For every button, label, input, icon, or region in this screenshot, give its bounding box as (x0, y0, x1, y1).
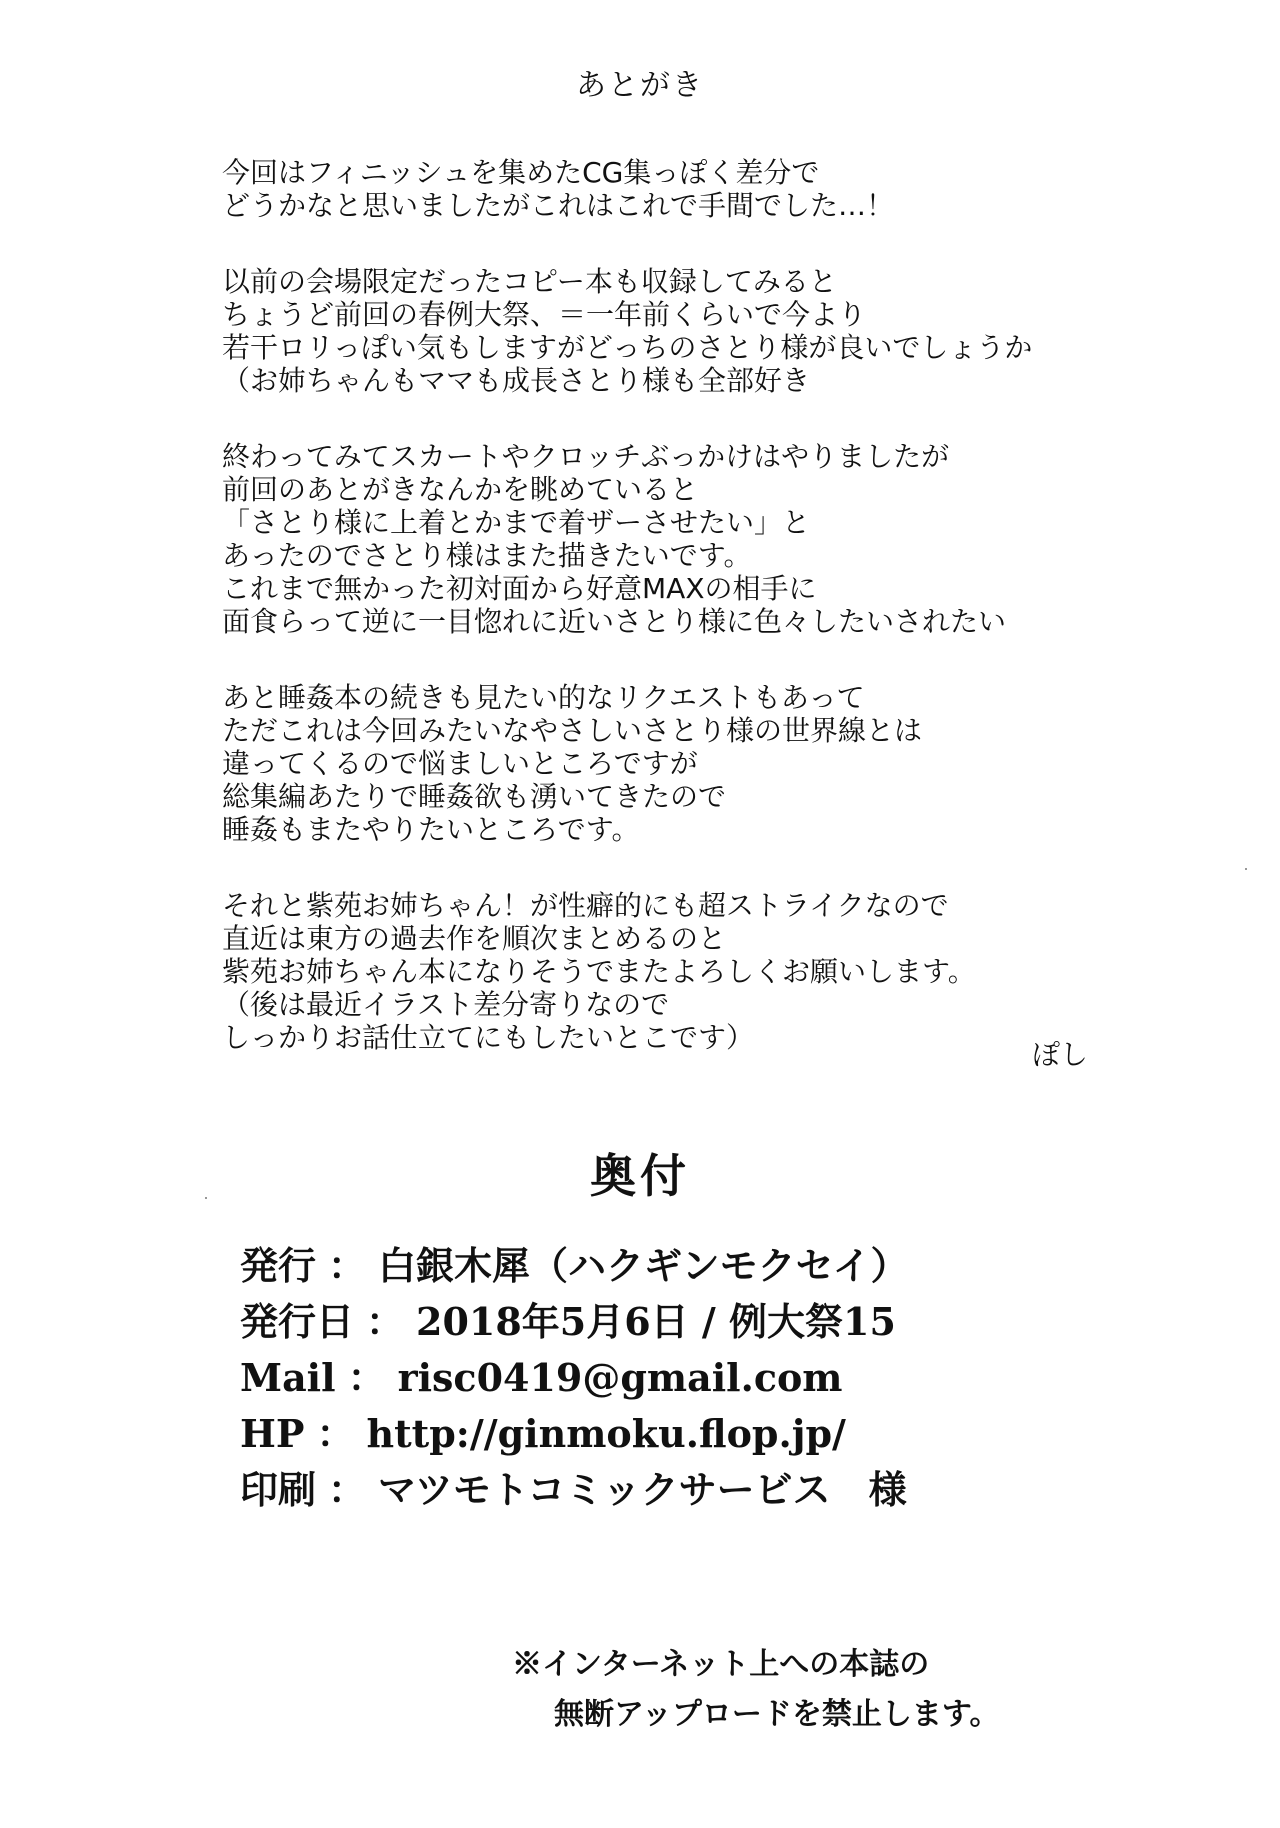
colophon-separator: ： (366, 1299, 405, 1344)
author-signature: ぽし (1032, 1038, 1089, 1071)
text-line: 今回はフィニッシュを集めたCG集っぽく差分で (222, 156, 820, 189)
text-line: 前回のあとがきなんかを眺めていると (222, 473, 699, 506)
notice-line: ※インターネット上への本誌の (512, 1647, 930, 1682)
colophon-row-date (240, 1294, 1220, 1350)
colophon-label: 発行 (240, 1243, 317, 1288)
text-line: 若干ロリっぽい気もしますがどっちのさとり様が良いでしょうか (222, 331, 1033, 364)
text-line: ただこれは今回みたいなやさしいさとり様の世界線とは (222, 714, 923, 747)
text-line: 以前の会場限定だったコピー本も収録してみると (222, 265, 837, 298)
colophon-title: 奥付 (590, 1149, 690, 1203)
text-line: これまで無かった初対面から好意MAXの相手に (222, 572, 817, 605)
afterword-paragraph-3 (222, 440, 1122, 638)
colophon-separator: ： (316, 1411, 355, 1456)
text-line: ちょうど前回の春例大祭、＝一年前くらいで今より (222, 298, 867, 331)
upload-notice (512, 1640, 1112, 1740)
colophon-value: http://ginmoku.flop.jp/ (366, 1411, 846, 1456)
colophon-row-mail (240, 1350, 1220, 1406)
colophon-value: マツモトコミックサービス 様 (378, 1467, 907, 1512)
text-line: 「さとり様に上着とかまで着ザーさせたい」と (222, 506, 811, 539)
text-line: （後は最近イラスト差分寄りなので (222, 988, 670, 1021)
text-line: 睡姦もまたやりたいところです。 (222, 813, 640, 846)
notice-line: 無断アップロードを禁止します。 (554, 1697, 1000, 1732)
scan-speck (1245, 868, 1247, 870)
colophon-value: risc0419@gmail.com (397, 1355, 843, 1400)
colophon-list (240, 1238, 1220, 1518)
colophon-row-homepage (240, 1406, 1220, 1462)
colophon-value: 2018年5月6日 / 例大祭15 (416, 1299, 896, 1344)
text-line: 終わってみてスカートやクロッチぶっかけはやりましたが (222, 440, 950, 473)
text-line: しっかりお話仕立てにもしたいとこです） (222, 1021, 755, 1054)
colophon-label: HP (240, 1411, 305, 1456)
colophon-row-publisher (240, 1238, 1220, 1294)
colophon-value: 白銀木犀（ハクギンモクセイ） (378, 1243, 909, 1288)
afterword-title: あとがき (576, 68, 704, 103)
colophon-row-printer (240, 1462, 1220, 1518)
text-line: （お姉ちゃんもママも成長さとり様も全部好き (222, 364, 811, 397)
text-line: あったのでさとり様はまた描きたいです。 (222, 539, 752, 572)
afterword-paragraph-1 (222, 156, 1122, 222)
colophon-label: Mail (240, 1355, 336, 1400)
text-line: あと睡姦本の続きも見たい的なリクエストもあって (222, 681, 865, 714)
colophon-separator: ： (347, 1355, 386, 1400)
text-line: 直近は東方の過去作を順次まとめるのと (222, 922, 727, 955)
text-line: 違ってくるので悩ましいところですが (222, 747, 698, 780)
colophon-separator: ： (328, 1243, 367, 1288)
afterword-body (222, 156, 1122, 1097)
afterword-paragraph-4 (222, 681, 1122, 846)
text-line: 面食らって逆に一目惚れに近いさとり様に色々したいされたい (222, 605, 1007, 638)
text-line: それと紫苑お姉ちゃん！が性癖的にも超ストライクなので (222, 889, 949, 922)
colophon-separator: ： (328, 1467, 367, 1512)
afterword-paragraph-2 (222, 265, 1122, 397)
text-line: 紫苑お姉ちゃん本になりそうでまたよろしくお願いします。 (222, 955, 976, 988)
text-line: 総集編あたりで睡姦欲も湧いてきたので (222, 780, 727, 813)
scan-speck (205, 1197, 207, 1199)
afterword-paragraph-5 (222, 889, 1122, 1054)
text-line: どうかなと思いましたがこれはこれで手間でした…！ (222, 189, 895, 222)
colophon-label: 発行日 (240, 1299, 355, 1344)
colophon-label: 印刷 (240, 1467, 317, 1512)
